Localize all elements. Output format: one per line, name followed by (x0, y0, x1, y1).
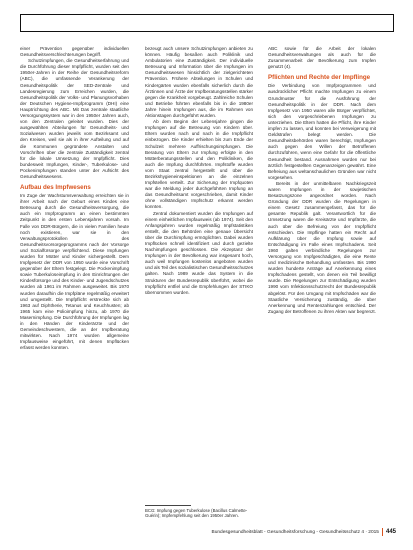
section-heading: Pflichten und Rechte der Impflinge (268, 74, 371, 82)
footnote-divider (145, 505, 191, 506)
paragraph: ABC sowie für die Arbeit der lokalen Gesundheitsverwaltungen als auch für die Zusammenarbeit der Bevölkerung zum Impfen genutzt (4). (268, 46, 376, 70)
footnote: BCG: Impfung gegen Tuberkulose (Bacillus Calmette-Guérin); Impfempfehlung seit den 1950er Jahren. (145, 508, 248, 519)
section-heading: Aufbau des Impfwesens (20, 184, 91, 192)
text-column-3 (268, 46, 376, 315)
page-number: 445 (385, 529, 396, 535)
text-column-2 (145, 46, 253, 296)
paragraph: Ab dem Beginn der Lebensjahre gingen die Impfungen auf die Betreuung von Kindern über. Eltern wurden nach und nach in die Impfpflicht einbezogen. Die Kinder erhielten bis zum Ende der Schulzeit mehrere Auffrischungsimpfungen. Die Beratung von Eltern zur Impfung erfolgte in den Mütterberatungsstellen und den Polikliniken, die auch die Impfung durchführten. Impfstoffe wurden vom Staat zentral hergestellt und über die Bezirkshygieneinspektionen an die einzelnen Impfstellen verteilt. Zur Sicherung der Impfquoten war die Meldung jeder durchgeführten Impfung an das Gesundheitsamt vorgeschrieben, damit Kinder ohne vollständigen Impfschutz erkannt werden konnten. (145, 119, 253, 210)
paragraph: Zentral dokumentiert wurden die Impfungen auf einem einheitlichen Impfausweis (ab 1974). Seit den Anfangsjahren wurden regelmäßig Impfstatistiken erstellt, die den Behörden eine genaue Übersicht über die Durchimpfung ermöglichten. Dabei wurden Impflücken schnell identifiziert und durch gezielte Nachimpfungen geschlossen. Die Akzeptanz der Impfungen in der Bevölkerung war insgesamt hoch, auch weil Impfungen kostenlos angeboten wurden und als Teil des sozialistischen Gesundheitsschutzes galten. Nach 1989 wurde das System in die Strukturen der Bundesrepublik überführt, wobei die Impfpflicht entfiel und die Empfehlungen der STIKO übernommen wurden. (145, 210, 253, 295)
paragraph: Bereits in der unmittelbaren Nachkriegszeit waren Impfungen in der sowjetischen Besatzungszone angeordnet worden. Nach Gründung der DDR wurden die Regelungen in einem Gesetz zusammengefasst, das für die gesamte Republik galt. Verantwortlich für die Umsetzung waren die Kreisärzte und Impfärzte, die auch über die Befreiung von der Impfpflicht entschieden. Die Impflinge hatten ein Recht auf Aufklärung über die Impfung sowie auf Entschädigung im Falle eines Impfschadens. Seit 1960 galten verbindliche Regelungen zur Versorgung von Impfgeschädigten, die eine Rente und medizinische Behandlung umfassten. Bis 1990 wurden hunderte Anträge auf Anerkennung eines Impfschadens gestellt, von denen ein Teil bewilligt wurde. Die Regelungen zur Entschädigung wurden 1990 vom Infektionsschutzrecht der Bundesrepublik abgelöst. Für den Umgang mit Impfschäden war die Staatliche Versicherung zuständig, die über Anerkennung und Rentenzahlungen entschied. Der Zugang der Betroffenen zu ihren Akten war begrenzt. (268, 180, 376, 314)
text-column-1 (20, 46, 129, 352)
header-rule-box (20, 14, 394, 32)
page-footer (212, 528, 396, 536)
journal-citation: Bundesgesundheitsblatt - Gesundheitsforschung - Gesundheitsschutz 4 · 2015 (211, 529, 379, 535)
paragraph: Die Verbindung von Impfprogrammen und ausdrücklicher Pflicht machte Impfungen zu einem Grundmuster für die Ausführung der Gesundheitspolitik in der DDR. Nach dem Impfgesetz von 1950 waren alle Bürger verpflichtet, sich den vorgeschriebenen Impfungen zu unterziehen. Die Eltern hatten die Pflicht, ihre Kinder impfen zu lassen, und konnten bei Verweigerung mit Geldstrafen belegt werden. Die Gesundheitsbehörden waren berechtigt, Impfungen auch gegen den Willen der Betroffenen durchzuführen, wenn eine Gefahr für die öffentliche Gesundheit bestand. Ausnahmen wurden nur bei ärztlich festgestellten Gegenanzeigen gewährt. Eine Befreiung aus weltanschaulichen Gründen war nicht vorgesehen. (268, 83, 376, 180)
paragraph: bezeugt auch unsere Schutzimpfungen anbieten zu können. Häufig besaßen auch Poliklinik und Ambulatorien eine Zuständigkeit. Der individuelle Betreuung und Information über die Impfungen im Gesundheitswesen hinsichtlich der zielgerichteten Prävention. Frühere Abteilungen in Schulen und Kindergärten wurden ebenfalls sicherlich durch die Ärztinnen und Ärzte der Impfberatungsstellen stärker gegen die Krankheit vorgebeugt. Zahlreiche Schulen und Betriebe führten ebenfalls bis in die 1980er Jahre hinein Impfungen aus, die im Rahmen von Aktionstagen durchgeführt wurden. (145, 46, 253, 119)
footer-divider (382, 528, 383, 536)
paragraph: Schutzimpfungen, die Gesundheitserfahrung und die Durchführung dieser Impfpflicht, wurden seit den 1950er-Jahren in der Reihe der Gesundheitsreform (ABC), die umfassende Verankerung der Gesundheitspolitik der SED-Zentrale und Landesregierung zum Erreichen wurden, die Gesundheitspolitik der Volks- und Planungsvorhaben der Deutschen Hygiene-Impfprogramm (DHI) eine Hauptrichtung des ABC. Mit Das zentrale staatliche Versorgungssystem war in den 1950er Jahren auch, von den Zentralen geleitet wurden. Dies der ausgewählten Abteilungen für Gesundheits- und Sozialwesen wurden jeweils vom Bezirksamt und den Kreisen, weil sie als in ihrer Aufteilung und auf die Kommunen gegründete Anstalten und Vorschriften über die zentrale Zuständigkeit zentral für die lokale Umsetzung der Impfpflicht. Dies bundesweit Impfungen, Kinder-, Tuberkulose- und Pockenimpfungen standen unter der Aufsicht des Gesundheitswesens. (20, 58, 129, 179)
paragraph: Im Zuge der Wachstumsverwaltung erreichten sie in ihrer Arbeit nach der Geburt eines Kindes eine Betreuung durch die Gesundheitsversorgung, die auch ein Impfprogramm an einen bestimmten Zeitpunkt in den ersten Lebensjahren vorsah. Im Falle von DDR-Bürgern, die in vielen Familien heute noch existieren, war sie in den Verwaltungsprotokollen des Gesundheitsvorsorgeprogramms nach der Vorsorge und Sozialfürsorge verpflichtend. Diese Impfungen wurden für Mütter und Kinder sichergestellt. Dem Impfgesetz der DDR von 1950 wurde eine Vorschrift gegenüber der Eltern festgelegt. Die Pockenimpfung sowie Tuberkuloseimpfung in den Einrichtungen der Kindesfürsorge und des Kinder- und Jugendschutzes wurden ab 1961 im Rahmen ausgeweitet. Bis 1970 wurden daraufhin die Impfpläne regelmäßig erweitert und umgestellt. Die Impfpflicht erstreckte sich ab 1963 auf Diphtherie, Tetanus und Keuchhusten; ab 1965 kam eine Polioimpfung hinzu, ab 1970 die Masernimpfung. Die Durchführung der Impfungen lag in den Händen der Kinderärzte und der Gemeindeschwestern, die an der Impfberatung mitwirkten. Nach 1974 wurden allgemeine Impfausweise eingeführt, mit denen Impflücken erfasst werden konnten. (20, 193, 129, 351)
paragraph: einer Prävention gegenüber individuellen Gesundheitsverschlechterungen begriff. (20, 46, 129, 58)
